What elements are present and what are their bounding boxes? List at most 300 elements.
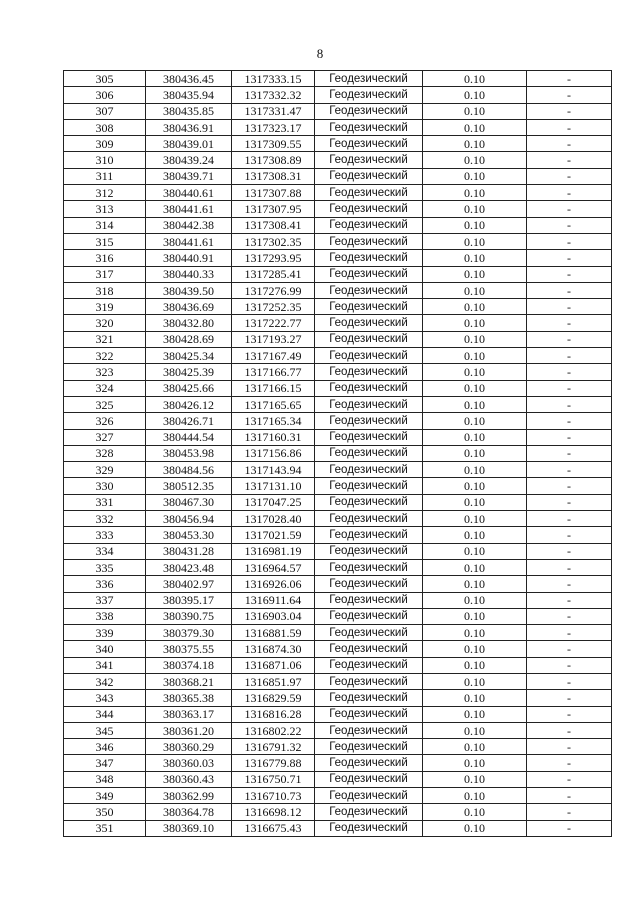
x-coordinate-cell: 380442.38 — [146, 217, 232, 233]
method-cell: Геодезический — [315, 103, 423, 119]
note-cell: - — [527, 755, 612, 771]
table-row — [64, 445, 612, 461]
table-row — [64, 136, 612, 152]
accuracy-cell: 0.10 — [423, 380, 527, 396]
method-cell: Геодезический — [315, 315, 423, 331]
method-cell: Геодезический — [315, 250, 423, 266]
method-cell: Геодезический — [315, 413, 423, 429]
x-coordinate-cell: 380360.29 — [146, 739, 232, 755]
table-row — [64, 625, 612, 641]
method-cell: Геодезический — [315, 641, 423, 657]
note-cell: - — [527, 119, 612, 135]
method-cell: Геодезический — [315, 706, 423, 722]
point-number-cell: 342 — [64, 673, 146, 689]
method-cell: Геодезический — [315, 722, 423, 738]
accuracy-cell: 0.10 — [423, 771, 527, 787]
accuracy-cell: 0.10 — [423, 71, 527, 87]
note-cell: - — [527, 559, 612, 575]
x-coordinate-cell: 380428.69 — [146, 331, 232, 347]
x-coordinate-cell: 380423.48 — [146, 559, 232, 575]
accuracy-cell: 0.10 — [423, 625, 527, 641]
accuracy-cell: 0.10 — [423, 315, 527, 331]
y-coordinate-cell: 1316816.28 — [232, 706, 315, 722]
table-row — [64, 543, 612, 559]
point-number-cell: 336 — [64, 576, 146, 592]
method-cell: Геодезический — [315, 576, 423, 592]
x-coordinate-cell: 380439.50 — [146, 282, 232, 298]
x-coordinate-cell: 380444.54 — [146, 429, 232, 445]
accuracy-cell: 0.10 — [423, 608, 527, 624]
x-coordinate-cell: 380426.12 — [146, 396, 232, 412]
point-number-cell: 327 — [64, 429, 146, 445]
accuracy-cell: 0.10 — [423, 673, 527, 689]
method-cell: Геодезический — [315, 771, 423, 787]
note-cell: - — [527, 380, 612, 396]
method-cell: Геодезический — [315, 527, 423, 543]
y-coordinate-cell: 1316698.12 — [232, 804, 315, 820]
y-coordinate-cell: 1317028.40 — [232, 511, 315, 527]
table-row — [64, 511, 612, 527]
x-coordinate-cell: 380436.91 — [146, 119, 232, 135]
note-cell: - — [527, 820, 612, 836]
y-coordinate-cell: 1317167.49 — [232, 348, 315, 364]
y-coordinate-cell: 1316903.04 — [232, 608, 315, 624]
point-number-cell: 320 — [64, 315, 146, 331]
table-row — [64, 657, 612, 673]
note-cell: - — [527, 673, 612, 689]
note-cell: - — [527, 266, 612, 282]
y-coordinate-cell: 1317332.32 — [232, 87, 315, 103]
method-cell: Геодезический — [315, 87, 423, 103]
note-cell: - — [527, 331, 612, 347]
x-coordinate-cell: 380360.43 — [146, 771, 232, 787]
point-number-cell: 312 — [64, 185, 146, 201]
point-number-cell: 337 — [64, 592, 146, 608]
point-number-cell: 330 — [64, 478, 146, 494]
method-cell: Геодезический — [315, 364, 423, 380]
note-cell: - — [527, 185, 612, 201]
y-coordinate-cell: 1317156.86 — [232, 445, 315, 461]
table-row — [64, 119, 612, 135]
y-coordinate-cell: 1317285.41 — [232, 266, 315, 282]
x-coordinate-cell: 380374.18 — [146, 657, 232, 673]
method-cell: Геодезический — [315, 71, 423, 87]
point-number-cell: 343 — [64, 690, 146, 706]
y-coordinate-cell: 1317222.77 — [232, 315, 315, 331]
y-coordinate-cell: 1317331.47 — [232, 103, 315, 119]
method-cell: Геодезический — [315, 511, 423, 527]
point-number-cell: 335 — [64, 559, 146, 575]
table-row — [64, 608, 612, 624]
point-number-cell: 351 — [64, 820, 146, 836]
table-row — [64, 722, 612, 738]
point-number-cell: 313 — [64, 201, 146, 217]
table-row — [64, 706, 612, 722]
x-coordinate-cell: 380365.38 — [146, 690, 232, 706]
x-coordinate-cell: 380453.30 — [146, 527, 232, 543]
point-number-cell: 311 — [64, 168, 146, 184]
x-coordinate-cell: 380467.30 — [146, 494, 232, 510]
accuracy-cell: 0.10 — [423, 527, 527, 543]
point-number-cell: 350 — [64, 804, 146, 820]
x-coordinate-cell: 380440.91 — [146, 250, 232, 266]
y-coordinate-cell: 1317307.95 — [232, 201, 315, 217]
y-coordinate-cell: 1316874.30 — [232, 641, 315, 657]
y-coordinate-cell: 1317302.35 — [232, 233, 315, 249]
y-coordinate-cell: 1316802.22 — [232, 722, 315, 738]
x-coordinate-cell: 380439.01 — [146, 136, 232, 152]
x-coordinate-cell: 380431.28 — [146, 543, 232, 559]
point-number-cell: 347 — [64, 755, 146, 771]
table-row — [64, 348, 612, 364]
method-cell: Геодезический — [315, 152, 423, 168]
note-cell: - — [527, 804, 612, 820]
accuracy-cell: 0.10 — [423, 820, 527, 836]
note-cell: - — [527, 136, 612, 152]
x-coordinate-cell: 380425.66 — [146, 380, 232, 396]
accuracy-cell: 0.10 — [423, 299, 527, 315]
accuracy-cell: 0.10 — [423, 641, 527, 657]
x-coordinate-cell: 380456.94 — [146, 511, 232, 527]
table-row — [64, 299, 612, 315]
method-cell: Геодезический — [315, 201, 423, 217]
method-cell: Геодезический — [315, 168, 423, 184]
table-row — [64, 592, 612, 608]
x-coordinate-cell: 380362.99 — [146, 788, 232, 804]
y-coordinate-cell: 1316750.71 — [232, 771, 315, 787]
note-cell: - — [527, 71, 612, 87]
y-coordinate-cell: 1316981.19 — [232, 543, 315, 559]
note-cell: - — [527, 657, 612, 673]
x-coordinate-cell: 380363.17 — [146, 706, 232, 722]
method-cell: Геодезический — [315, 396, 423, 412]
table-row — [64, 641, 612, 657]
y-coordinate-cell: 1317308.41 — [232, 217, 315, 233]
y-coordinate-cell: 1317193.27 — [232, 331, 315, 347]
accuracy-cell: 0.10 — [423, 543, 527, 559]
y-coordinate-cell: 1316779.88 — [232, 755, 315, 771]
point-number-cell: 345 — [64, 722, 146, 738]
x-coordinate-cell: 380361.20 — [146, 722, 232, 738]
note-cell: - — [527, 217, 612, 233]
method-cell: Геодезический — [315, 429, 423, 445]
point-number-cell: 317 — [64, 266, 146, 282]
y-coordinate-cell: 1317047.25 — [232, 494, 315, 510]
x-coordinate-cell: 380435.94 — [146, 87, 232, 103]
method-cell: Геодезический — [315, 592, 423, 608]
note-cell: - — [527, 152, 612, 168]
table-row — [64, 478, 612, 494]
note-cell: - — [527, 576, 612, 592]
method-cell: Геодезический — [315, 217, 423, 233]
table-row — [64, 429, 612, 445]
x-coordinate-cell: 380432.80 — [146, 315, 232, 331]
accuracy-cell: 0.10 — [423, 429, 527, 445]
note-cell: - — [527, 299, 612, 315]
x-coordinate-cell: 380426.71 — [146, 413, 232, 429]
method-cell: Геодезический — [315, 136, 423, 152]
table-row — [64, 804, 612, 820]
accuracy-cell: 0.10 — [423, 445, 527, 461]
point-number-cell: 348 — [64, 771, 146, 787]
point-number-cell: 323 — [64, 364, 146, 380]
note-cell: - — [527, 478, 612, 494]
note-cell: - — [527, 641, 612, 657]
note-cell: - — [527, 625, 612, 641]
table-row — [64, 217, 612, 233]
x-coordinate-cell: 380440.61 — [146, 185, 232, 201]
y-coordinate-cell: 1317308.31 — [232, 168, 315, 184]
point-number-cell: 315 — [64, 233, 146, 249]
accuracy-cell: 0.10 — [423, 185, 527, 201]
method-cell: Геодезический — [315, 657, 423, 673]
x-coordinate-cell: 380512.35 — [146, 478, 232, 494]
note-cell: - — [527, 690, 612, 706]
y-coordinate-cell: 1316911.64 — [232, 592, 315, 608]
note-cell: - — [527, 706, 612, 722]
y-coordinate-cell: 1317323.17 — [232, 119, 315, 135]
accuracy-cell: 0.10 — [423, 364, 527, 380]
accuracy-cell: 0.10 — [423, 788, 527, 804]
coordinates-table-body — [64, 71, 612, 837]
table-row — [64, 282, 612, 298]
table-row — [64, 233, 612, 249]
note-cell: - — [527, 445, 612, 461]
y-coordinate-cell: 1316675.43 — [232, 820, 315, 836]
note-cell: - — [527, 608, 612, 624]
y-coordinate-cell: 1317309.55 — [232, 136, 315, 152]
table-row — [64, 201, 612, 217]
method-cell: Геодезический — [315, 625, 423, 641]
table-row — [64, 71, 612, 87]
point-number-cell: 329 — [64, 462, 146, 478]
y-coordinate-cell: 1317165.34 — [232, 413, 315, 429]
accuracy-cell: 0.10 — [423, 559, 527, 575]
accuracy-cell: 0.10 — [423, 739, 527, 755]
point-number-cell: 306 — [64, 87, 146, 103]
y-coordinate-cell: 1316871.06 — [232, 657, 315, 673]
accuracy-cell: 0.10 — [423, 804, 527, 820]
method-cell: Геодезический — [315, 559, 423, 575]
y-coordinate-cell: 1317333.15 — [232, 71, 315, 87]
note-cell: - — [527, 771, 612, 787]
x-coordinate-cell: 380453.98 — [146, 445, 232, 461]
note-cell: - — [527, 527, 612, 543]
accuracy-cell: 0.10 — [423, 201, 527, 217]
method-cell: Геодезический — [315, 755, 423, 771]
table-row — [64, 462, 612, 478]
accuracy-cell: 0.10 — [423, 592, 527, 608]
accuracy-cell: 0.10 — [423, 103, 527, 119]
accuracy-cell: 0.10 — [423, 478, 527, 494]
x-coordinate-cell: 380441.61 — [146, 233, 232, 249]
table-row — [64, 820, 612, 836]
point-number-cell: 344 — [64, 706, 146, 722]
method-cell: Геодезический — [315, 445, 423, 461]
point-number-cell: 331 — [64, 494, 146, 510]
accuracy-cell: 0.10 — [423, 136, 527, 152]
table-row — [64, 739, 612, 755]
note-cell: - — [527, 315, 612, 331]
table-row — [64, 576, 612, 592]
table-row — [64, 788, 612, 804]
x-coordinate-cell: 380360.03 — [146, 755, 232, 771]
accuracy-cell: 0.10 — [423, 119, 527, 135]
method-cell: Геодезический — [315, 119, 423, 135]
accuracy-cell: 0.10 — [423, 217, 527, 233]
point-number-cell: 321 — [64, 331, 146, 347]
note-cell: - — [527, 201, 612, 217]
point-number-cell: 328 — [64, 445, 146, 461]
accuracy-cell: 0.10 — [423, 250, 527, 266]
accuracy-cell: 0.10 — [423, 755, 527, 771]
method-cell: Геодезический — [315, 788, 423, 804]
table-row — [64, 315, 612, 331]
note-cell: - — [527, 543, 612, 559]
y-coordinate-cell: 1317293.95 — [232, 250, 315, 266]
note-cell: - — [527, 429, 612, 445]
method-cell: Геодезический — [315, 233, 423, 249]
x-coordinate-cell: 380379.30 — [146, 625, 232, 641]
note-cell: - — [527, 788, 612, 804]
table-row — [64, 559, 612, 575]
accuracy-cell: 0.10 — [423, 266, 527, 282]
method-cell: Геодезический — [315, 331, 423, 347]
method-cell: Геодезический — [315, 673, 423, 689]
accuracy-cell: 0.10 — [423, 331, 527, 347]
y-coordinate-cell: 1317166.15 — [232, 380, 315, 396]
x-coordinate-cell: 380435.85 — [146, 103, 232, 119]
table-row — [64, 755, 612, 771]
y-coordinate-cell: 1317143.94 — [232, 462, 315, 478]
point-number-cell: 307 — [64, 103, 146, 119]
y-coordinate-cell: 1317131.10 — [232, 478, 315, 494]
point-number-cell: 339 — [64, 625, 146, 641]
table-row — [64, 152, 612, 168]
note-cell: - — [527, 462, 612, 478]
note-cell: - — [527, 722, 612, 738]
point-number-cell: 333 — [64, 527, 146, 543]
coordinates-table — [63, 70, 612, 837]
note-cell: - — [527, 413, 612, 429]
point-number-cell: 310 — [64, 152, 146, 168]
y-coordinate-cell: 1316851.97 — [232, 673, 315, 689]
point-number-cell: 319 — [64, 299, 146, 315]
table-row — [64, 168, 612, 184]
x-coordinate-cell: 380441.61 — [146, 201, 232, 217]
x-coordinate-cell: 380425.39 — [146, 364, 232, 380]
method-cell: Геодезический — [315, 282, 423, 298]
x-coordinate-cell: 380368.21 — [146, 673, 232, 689]
x-coordinate-cell: 380436.69 — [146, 299, 232, 315]
note-cell: - — [527, 739, 612, 755]
y-coordinate-cell: 1316964.57 — [232, 559, 315, 575]
table-row — [64, 87, 612, 103]
method-cell: Геодезический — [315, 543, 423, 559]
point-number-cell: 332 — [64, 511, 146, 527]
y-coordinate-cell: 1316791.32 — [232, 739, 315, 755]
x-coordinate-cell: 380364.78 — [146, 804, 232, 820]
note-cell: - — [527, 348, 612, 364]
accuracy-cell: 0.10 — [423, 657, 527, 673]
accuracy-cell: 0.10 — [423, 168, 527, 184]
x-coordinate-cell: 380484.56 — [146, 462, 232, 478]
table-row — [64, 396, 612, 412]
method-cell: Геодезический — [315, 690, 423, 706]
page-number: 8 — [316, 46, 324, 61]
accuracy-cell: 0.10 — [423, 282, 527, 298]
method-cell: Геодезический — [315, 804, 423, 820]
y-coordinate-cell: 1317276.99 — [232, 282, 315, 298]
note-cell: - — [527, 396, 612, 412]
y-coordinate-cell: 1317252.35 — [232, 299, 315, 315]
table-row — [64, 185, 612, 201]
accuracy-cell: 0.10 — [423, 396, 527, 412]
point-number-cell: 325 — [64, 396, 146, 412]
y-coordinate-cell: 1316881.59 — [232, 625, 315, 641]
point-number-cell: 334 — [64, 543, 146, 559]
method-cell: Геодезический — [315, 478, 423, 494]
note-cell: - — [527, 87, 612, 103]
note-cell: - — [527, 511, 612, 527]
x-coordinate-cell: 380402.97 — [146, 576, 232, 592]
method-cell: Геодезический — [315, 266, 423, 282]
accuracy-cell: 0.10 — [423, 413, 527, 429]
point-number-cell: 346 — [64, 739, 146, 755]
note-cell: - — [527, 168, 612, 184]
x-coordinate-cell: 380375.55 — [146, 641, 232, 657]
point-number-cell: 316 — [64, 250, 146, 266]
y-coordinate-cell: 1317160.31 — [232, 429, 315, 445]
y-coordinate-cell: 1316829.59 — [232, 690, 315, 706]
accuracy-cell: 0.10 — [423, 494, 527, 510]
method-cell: Геодезический — [315, 608, 423, 624]
accuracy-cell: 0.10 — [423, 152, 527, 168]
table-row — [64, 771, 612, 787]
table-row — [64, 527, 612, 543]
note-cell: - — [527, 494, 612, 510]
method-cell: Геодезический — [315, 185, 423, 201]
accuracy-cell: 0.10 — [423, 576, 527, 592]
method-cell: Геодезический — [315, 462, 423, 478]
point-number-cell: 349 — [64, 788, 146, 804]
point-number-cell: 324 — [64, 380, 146, 396]
x-coordinate-cell: 380425.34 — [146, 348, 232, 364]
point-number-cell: 308 — [64, 119, 146, 135]
table-row — [64, 250, 612, 266]
accuracy-cell: 0.10 — [423, 690, 527, 706]
method-cell: Геодезический — [315, 494, 423, 510]
table-row — [64, 494, 612, 510]
point-number-cell: 326 — [64, 413, 146, 429]
table-row — [64, 103, 612, 119]
accuracy-cell: 0.10 — [423, 233, 527, 249]
method-cell: Геодезический — [315, 348, 423, 364]
x-coordinate-cell: 380390.75 — [146, 608, 232, 624]
accuracy-cell: 0.10 — [423, 462, 527, 478]
y-coordinate-cell: 1316926.06 — [232, 576, 315, 592]
y-coordinate-cell: 1317166.77 — [232, 364, 315, 380]
accuracy-cell: 0.10 — [423, 348, 527, 364]
accuracy-cell: 0.10 — [423, 511, 527, 527]
x-coordinate-cell: 380439.71 — [146, 168, 232, 184]
y-coordinate-cell: 1317165.65 — [232, 396, 315, 412]
x-coordinate-cell: 380436.45 — [146, 71, 232, 87]
x-coordinate-cell: 380440.33 — [146, 266, 232, 282]
point-number-cell: 341 — [64, 657, 146, 673]
note-cell: - — [527, 364, 612, 380]
table-row — [64, 331, 612, 347]
